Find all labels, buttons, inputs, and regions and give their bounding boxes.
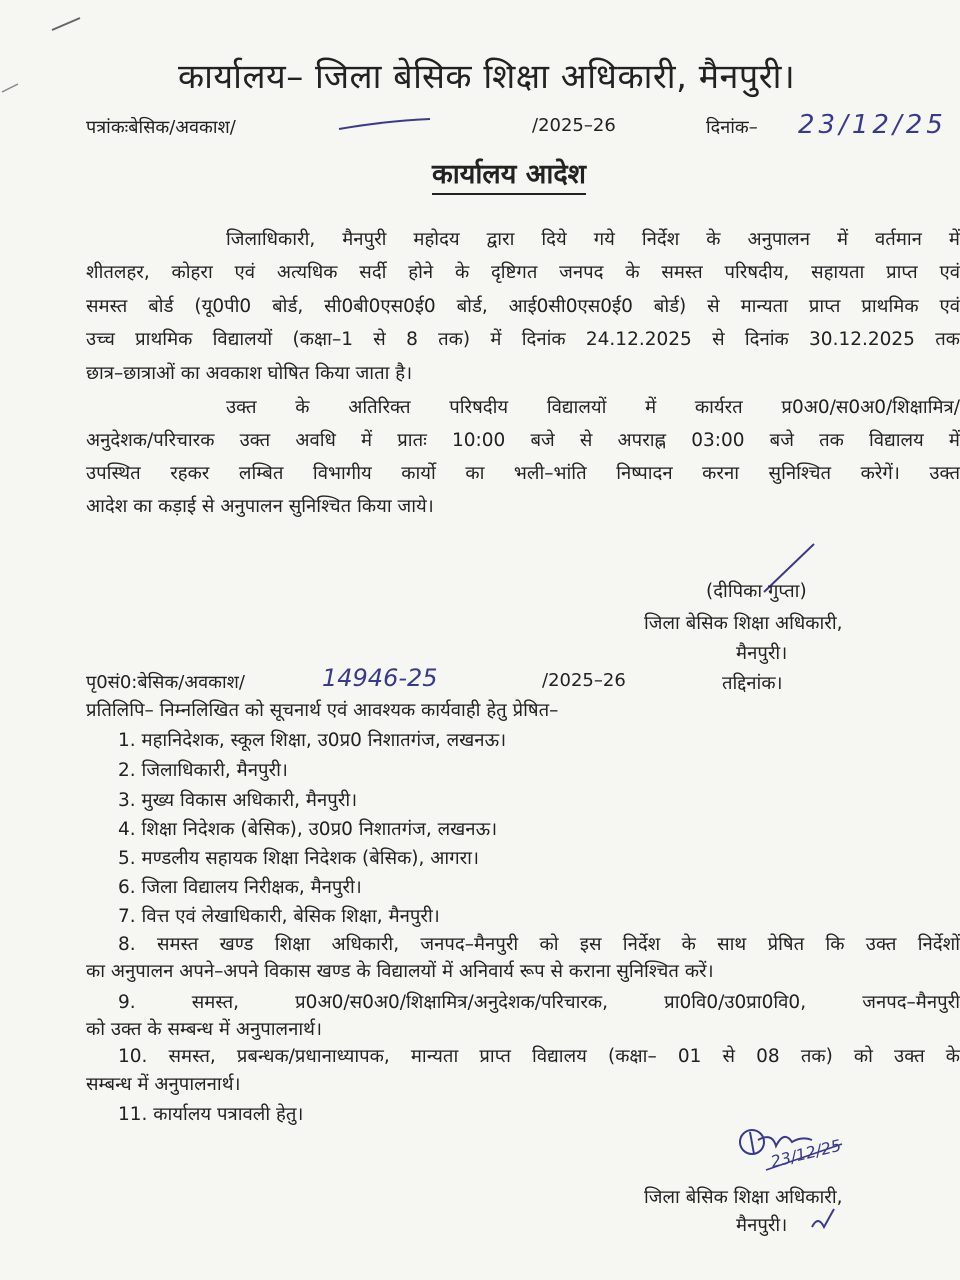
copy-list-item-cont: का अनुपालन अपने–अपने विकास खण्ड के विद्यालयों में अनिवार्य रूप से कराना सुनिश्चित करें। <box>86 961 714 982</box>
copy-intro: प्रतिलिपि– निम्नलिखित को सूचनार्थ एवं आवश्यक कार्यवाही हेतु प्रेषित– <box>86 700 559 721</box>
copy-list-item: 8. समस्त खण्ड शिक्षा अधिकारी, जनपद–मैनपुरी को इस निर्देश के साथ प्रेषित कि उक्त निर्देशों <box>118 934 960 955</box>
paragraph1-line: उच्च प्राथमिक विद्यालयों (कक्षा–1 से 8 तक) में दिनांक 24.12.2025 से दिनांक 30.12.2025 तक <box>86 329 960 350</box>
copy-list-item: 6. जिला विद्यालय निरीक्षक, मैनपुरी। <box>118 877 362 898</box>
signatory-designation: जिला बेसिक शिक्षा अधिकारी, <box>644 613 843 634</box>
office-title: कार्यालय– जिला बेसिक शिक्षा अधिकारी, मैनपुरी। <box>178 57 796 97</box>
date-label: दिनांक– <box>706 117 758 138</box>
copy-list-item: 3. मुख्य विकास अधिकारी, मैनपुरी। <box>118 790 358 811</box>
paragraph2-line: उपस्थित रहकर लम्बित विभागीय कार्यो का भली–भांति निष्पादन करना सुनिश्चित करेगें। उक्त <box>86 463 960 484</box>
copy-list-item: 11. कार्यालय पत्रावली हेतु। <box>118 1104 304 1125</box>
order-heading: कार्यालय आदेश <box>432 154 586 195</box>
paragraph1-line: समस्त बोर्ड (यू0पी0 बोर्ड, सी0बी0एस0ई0 बोर्ड, आई0सी0एस0ई0 बोर्ड) से मान्यता प्राप्त प्राथमिक एवं <box>86 296 960 317</box>
copy-list-item: 9. समस्त, प्र0अ0/स0अ0/शिक्षामित्र/अनुदेशक/परिचारक, प्रा0वि0/उ0प्रा0वि0, जनपद–मैनपुरी <box>118 992 960 1013</box>
copy-ref-year: /2025–26 <box>542 670 626 691</box>
signatory-name: (दीपिका गुप्ता) <box>706 581 807 602</box>
letter-year: /2025–26 <box>532 115 616 136</box>
copy-list-item: 5. मण्डलीय सहायक शिक्षा निदेशक (बेसिक), आगरा। <box>118 848 479 869</box>
signatory2-place: मैनपुरी। <box>736 1215 788 1236</box>
copy-list-item: 10. समस्त, प्रबन्धक/प्रधानाध्यापक, मान्यता प्राप्त विद्यालय (कक्षा– 01 से 08 तक) को उक्त के <box>118 1046 960 1067</box>
copy-list-item: 7. वित्त एवं लेखाधिकारी, बेसिक शिक्षा, मैनपुरी। <box>118 906 440 927</box>
signatory-place: मैनपुरी। <box>736 643 788 664</box>
date-handwritten: 23/12/25 <box>798 110 947 140</box>
copy-list-item: 4. शिक्षा निदेशक (बेसिक), उ0प्र0 निशातगंज, लखनऊ। <box>118 819 498 840</box>
initial-date: 23/12/25 <box>768 1135 844 1172</box>
copy-ref-handwritten: 14946-25 <box>322 664 438 692</box>
letter-number-label: पत्रांकःबेसिक/अवकाश/ <box>86 117 236 138</box>
paragraph1-line: शीतलहर, कोहरा एवं अत्यधिक सर्दी होने के दृष्टिगत जनपद के समस्त परिषदीय, सहायता प्राप्त एवं <box>86 262 960 283</box>
copy-list-item: 1. महानिदेशक, स्कूल शिक्षा, उ0प्र0 निशातगंज, लखनऊ। <box>118 730 507 751</box>
same-date: तद्दिनांक। <box>722 673 783 694</box>
scan-mark <box>0 0 100 100</box>
paragraph1-line: जिलाधिकारी, मैनपुरी महोदय द्वारा दिये गये निर्देश के अनुपालन में वर्तमान में <box>226 229 960 250</box>
signature-tick <box>808 1205 838 1235</box>
paragraph2-line: आदेश का कड़ाई से अनुपालन सुनिश्चित किया जाये। <box>86 496 434 517</box>
copy-ref-label: पृ0सं0:बेसिक/अवकाश/ <box>86 672 245 693</box>
paragraph2-line: अनुदेशक/परिचारक उक्त अवधि में प्रातः 10:00 बजे से अपराह्न 03:00 बजे तक विद्यालय में <box>86 430 960 451</box>
copy-list-item-cont: सम्बन्ध में अनुपालनार्थ। <box>86 1074 241 1095</box>
signatory2-designation: जिला बेसिक शिक्षा अधिकारी, <box>644 1187 843 1208</box>
letter-number-dash <box>335 115 435 135</box>
paragraph2-line: उक्त के अतिरिक्त परिषदीय विद्यालयों में कार्यरत प्र0अ0/स0अ0/शिक्षामित्र/ <box>226 397 960 418</box>
paragraph1-line: छात्र–छात्राओं का अवकाश घोषित किया जाता है। <box>86 363 413 384</box>
copy-list-item: 2. जिलाधिकारी, मैनपुरी। <box>118 760 288 781</box>
copy-list-item-cont: को उक्त के सम्बन्ध में अनुपालनार्थ। <box>86 1019 322 1040</box>
